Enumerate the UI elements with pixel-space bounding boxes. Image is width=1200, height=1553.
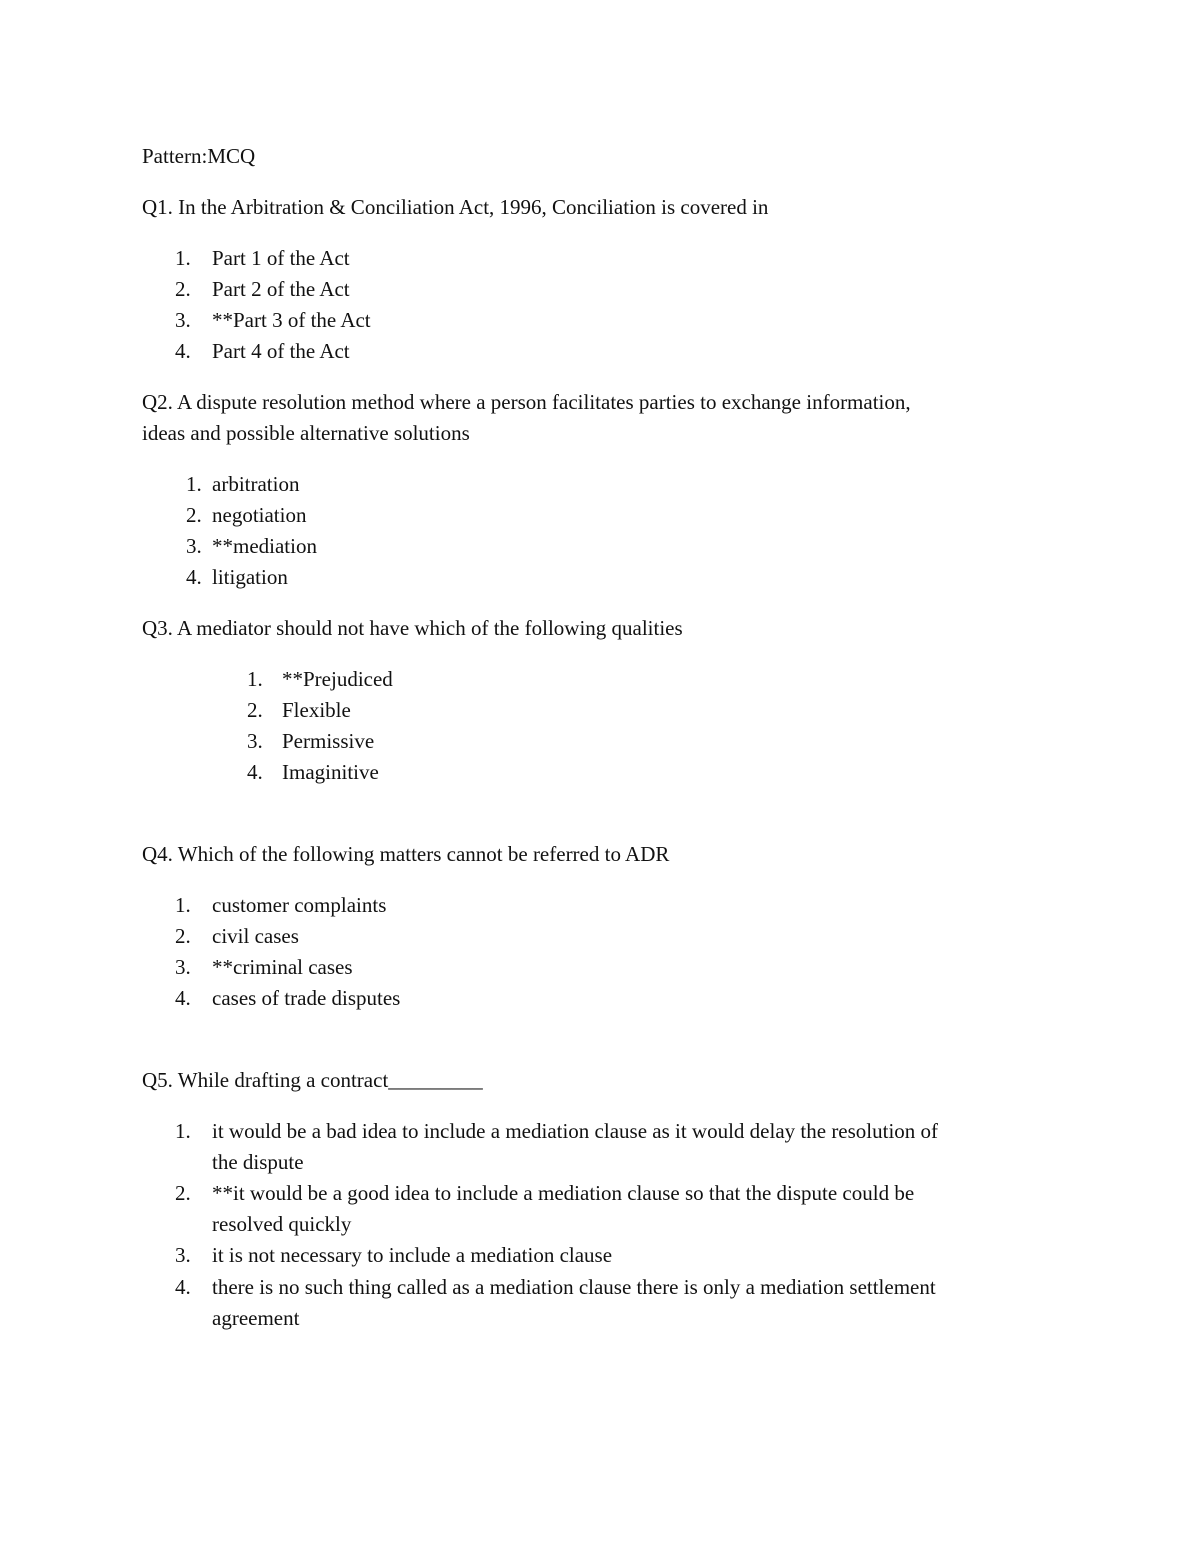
question-2 [142, 392, 911, 413]
q2-option-3-number: 3. [186, 534, 202, 558]
q1-option-3-number: 3. [175, 308, 191, 332]
q2-option-4-number: 4. [186, 565, 202, 589]
q4-option-2-number: 2. [175, 924, 191, 948]
q2-option-1: arbitration [212, 472, 300, 496]
question-1 [142, 197, 768, 218]
q2-option-3: **mediation [212, 534, 317, 558]
q5-option-4-number: 4. [175, 1275, 191, 1299]
q5-option-3-number: 3. [175, 1243, 191, 1267]
q5-option-4-line2: agreement [212, 1306, 300, 1330]
question-2-text-line1: A dispute resolution method where a person facilitates parties to exchange information, [177, 390, 911, 414]
question-3-label: Q3. [142, 616, 173, 640]
q5-option-2-number: 2. [175, 1181, 191, 1205]
q2-option-4: litigation [212, 565, 288, 589]
q5-option-1-number: 1. [175, 1119, 191, 1143]
q4-option-4-number: 4. [175, 986, 191, 1010]
q5-option-1-line2: the dispute [212, 1150, 304, 1174]
q4-option-3: **criminal cases [212, 955, 353, 979]
question-3-text: A mediator should not have which of the following qualities [177, 616, 683, 640]
q5-option-4-line1: there is no such thing called as a mediation clause there is only a mediation settlement [212, 1275, 936, 1299]
question-5-label: Q5. [142, 1068, 173, 1092]
q3-option-4: Imaginitive [282, 760, 379, 784]
q4-option-2: civil cases [212, 924, 299, 948]
q5-option-2-line2: resolved quickly [212, 1212, 352, 1236]
q3-option-1-number: 1. [247, 667, 263, 691]
q5-option-1-line1: it would be a bad idea to include a mediation clause as it would delay the resolution of [212, 1119, 939, 1143]
q1-option-4-number: 4. [175, 339, 191, 363]
question-2-label: Q2. [142, 390, 173, 414]
question-1-text: In the Arbitration & Conciliation Act, 1996, Conciliation is covered in [178, 195, 769, 219]
q4-option-4: cases of trade disputes [212, 986, 401, 1010]
q1-option-1: Part 1 of the Act [212, 246, 350, 270]
question-3 [142, 618, 683, 639]
q3-option-2: Flexible [282, 698, 351, 722]
q3-option-4-number: 4. [247, 760, 263, 784]
pattern-heading: Pattern:MCQ [142, 144, 256, 168]
q5-option-3-line1: it is not necessary to include a mediation clause [212, 1243, 613, 1267]
q3-option-2-number: 2. [247, 698, 263, 722]
question-4 [142, 844, 669, 865]
question-2-text-line2: ideas and possible alternative solutions [142, 421, 470, 445]
question-4-label: Q4. [142, 842, 173, 866]
q3-option-3-number: 3. [247, 729, 263, 753]
q2-option-1-number: 1. [186, 472, 202, 496]
q4-option-1: customer complaints [212, 893, 387, 917]
question-5 [142, 1070, 483, 1091]
q3-option-3: Permissive [282, 729, 375, 753]
q1-option-2: Part 2 of the Act [212, 277, 350, 301]
q4-option-3-number: 3. [175, 955, 191, 979]
q5-option-2-line1: **it would be a good idea to include a mediation clause so that the dispute could be [212, 1181, 915, 1205]
q4-option-1-number: 1. [175, 893, 191, 917]
question-1-label: Q1. [142, 195, 173, 219]
question-5-text: While drafting a contract_________ [177, 1068, 483, 1092]
q1-option-2-number: 2. [175, 277, 191, 301]
q1-option-4: Part 4 of the Act [212, 339, 350, 363]
q1-option-1-number: 1. [175, 246, 191, 270]
question-4-text: Which of the following matters cannot be referred to ADR [177, 842, 670, 866]
q2-option-2: negotiation [212, 503, 307, 527]
q1-option-3: **Part 3 of the Act [212, 308, 371, 332]
q3-option-1: **Prejudiced [282, 667, 393, 691]
q2-option-2-number: 2. [186, 503, 202, 527]
